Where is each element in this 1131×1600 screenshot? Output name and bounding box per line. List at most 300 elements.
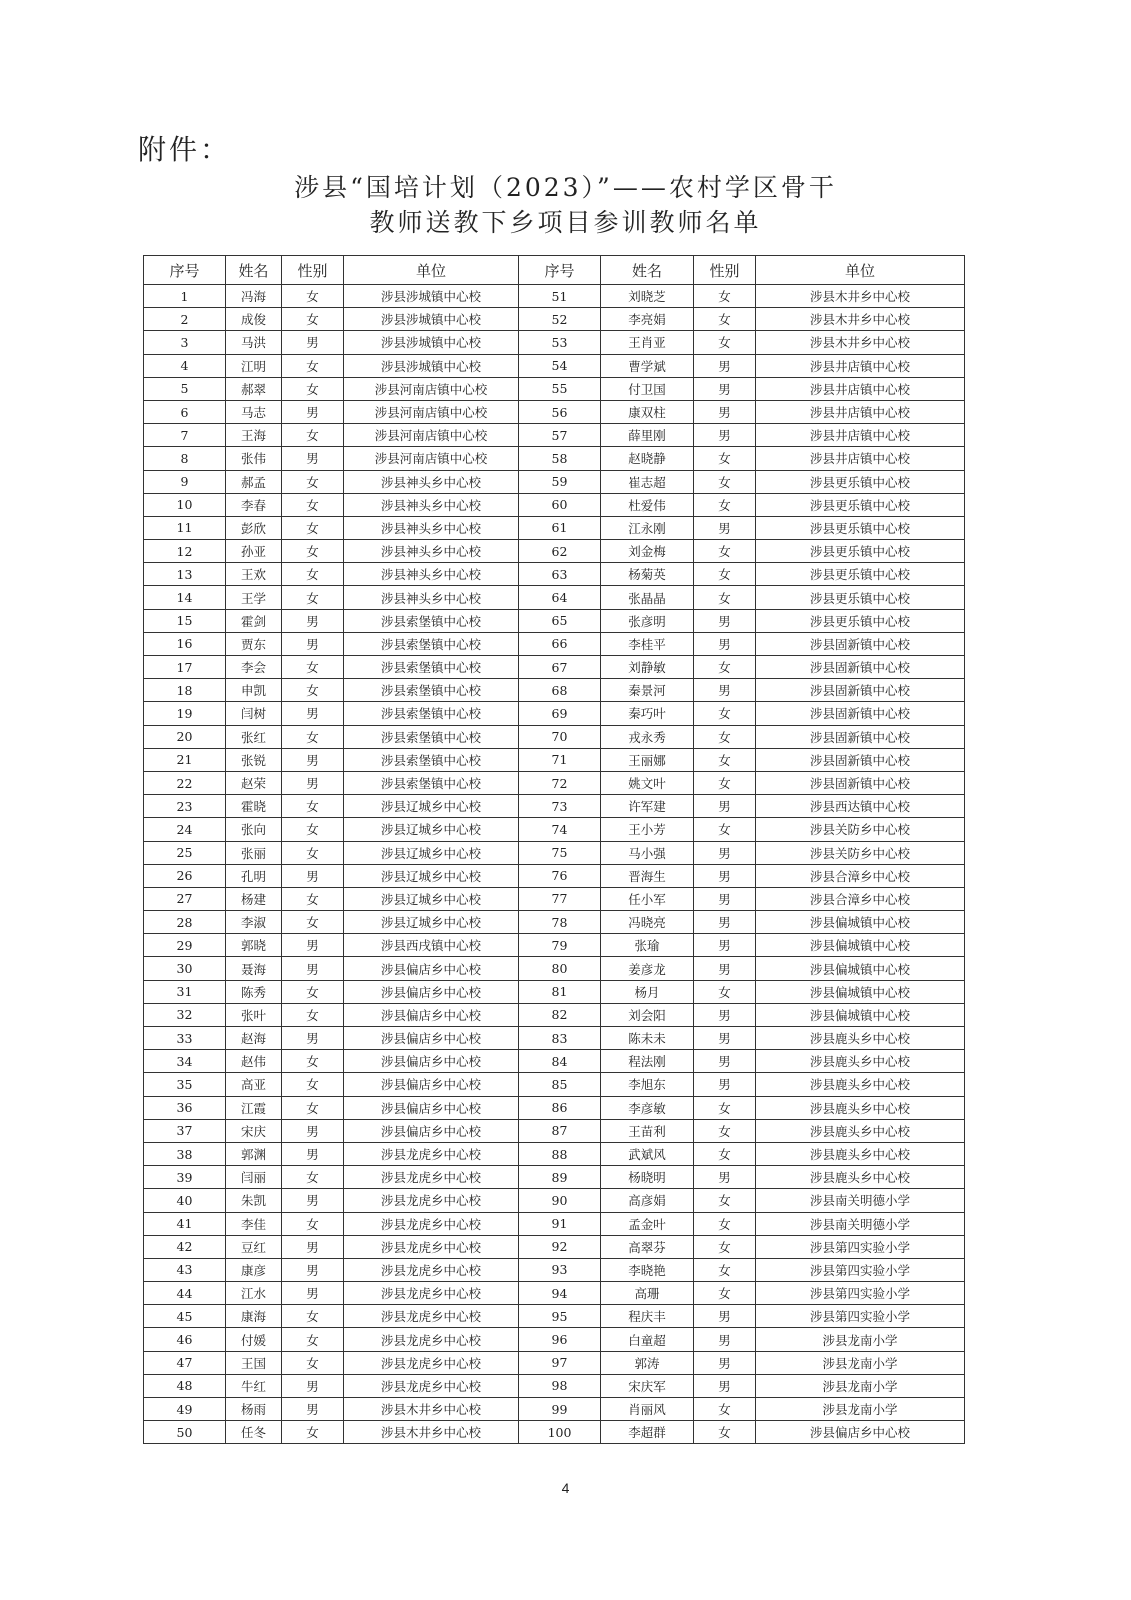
- table-row: [144, 540, 965, 563]
- cell-gender: 女: [282, 818, 344, 841]
- cell-name: 姚文叶: [601, 771, 694, 794]
- cell-gender: 男: [282, 864, 344, 887]
- cell-name: 杨晓明: [601, 1166, 694, 1189]
- cell-name: 高珊: [601, 1282, 694, 1305]
- cell-unit: 涉县龙虎乡中心校: [344, 1258, 519, 1281]
- cell-unit: 涉县鹿头乡中心校: [756, 1142, 965, 1165]
- cell-unit: 涉县井店镇中心校: [756, 400, 965, 423]
- cell-unit: 涉县龙南小学: [756, 1398, 965, 1421]
- cell-name: 李佳: [226, 1212, 282, 1235]
- cell-index: 4: [144, 354, 226, 377]
- table-row: [144, 771, 965, 794]
- cell-unit: 涉县偏店乡中心校: [756, 1421, 965, 1444]
- cell-name: 冯晓亮: [601, 911, 694, 934]
- cell-unit: 涉县龙南小学: [756, 1374, 965, 1397]
- cell-gender: 男: [282, 702, 344, 725]
- cell-name: 宋庆: [226, 1119, 282, 1142]
- header-gender-left: 性别: [282, 256, 344, 285]
- cell-unit: 涉县固新镇中心校: [756, 748, 965, 771]
- table-row: [144, 1073, 965, 1096]
- document-title-line-2: 教师送教下乡项目参训教师名单: [369, 208, 762, 237]
- cell-index: 31: [144, 980, 226, 1003]
- cell-gender: 男: [694, 424, 756, 447]
- cell-name: 孙亚: [226, 540, 282, 563]
- cell-index: 80: [519, 957, 601, 980]
- cell-name: 江霞: [226, 1096, 282, 1119]
- cell-index: 82: [519, 1003, 601, 1026]
- cell-index: 54: [519, 354, 601, 377]
- table-row: [144, 563, 965, 586]
- table-row: [144, 1282, 965, 1305]
- cell-index: 93: [519, 1258, 601, 1281]
- cell-gender: 女: [282, 887, 344, 910]
- cell-gender: 女: [694, 1212, 756, 1235]
- table-row: [144, 911, 965, 934]
- cell-index: 12: [144, 540, 226, 563]
- cell-name: 豆红: [226, 1235, 282, 1258]
- cell-index: 14: [144, 586, 226, 609]
- cell-gender: 女: [694, 818, 756, 841]
- table-row: [144, 400, 965, 423]
- cell-index: 64: [519, 586, 601, 609]
- cell-gender: 女: [694, 771, 756, 794]
- cell-name: 高翠芬: [601, 1235, 694, 1258]
- cell-unit: 涉县井店镇中心校: [756, 447, 965, 470]
- cell-gender: 女: [694, 470, 756, 493]
- cell-name: 王苗利: [601, 1119, 694, 1142]
- cell-name: 孔明: [226, 864, 282, 887]
- cell-index: 34: [144, 1050, 226, 1073]
- cell-name: 高亚: [226, 1073, 282, 1096]
- table-row: [144, 887, 965, 910]
- cell-gender: 男: [694, 795, 756, 818]
- cell-index: 88: [519, 1142, 601, 1165]
- cell-index: 19: [144, 702, 226, 725]
- cell-name: 牛红: [226, 1374, 282, 1397]
- table-row: [144, 1212, 965, 1235]
- table-row: [144, 1374, 965, 1397]
- table-row: [144, 354, 965, 377]
- table-row: [144, 679, 965, 702]
- cell-gender: 女: [282, 308, 344, 331]
- cell-index: 30: [144, 957, 226, 980]
- cell-unit: 涉县偏城镇中心校: [756, 1003, 965, 1026]
- table-row: [144, 725, 965, 748]
- cell-name: 霍晓: [226, 795, 282, 818]
- cell-name: 许军建: [601, 795, 694, 818]
- cell-name: 任小军: [601, 887, 694, 910]
- cell-index: 46: [144, 1328, 226, 1351]
- cell-index: 1: [144, 285, 226, 308]
- cell-unit: 涉县龙虎乡中心校: [344, 1235, 519, 1258]
- cell-index: 2: [144, 308, 226, 331]
- table-row: [144, 516, 965, 539]
- cell-gender: 男: [694, 1027, 756, 1050]
- header-name-left: 姓名: [226, 256, 282, 285]
- cell-gender: 男: [694, 377, 756, 400]
- cell-index: 91: [519, 1212, 601, 1235]
- cell-index: 84: [519, 1050, 601, 1073]
- cell-gender: 女: [694, 447, 756, 470]
- cell-gender: 女: [282, 1328, 344, 1351]
- cell-index: 87: [519, 1119, 601, 1142]
- table-row: [144, 748, 965, 771]
- cell-index: 62: [519, 540, 601, 563]
- cell-name: 薛里刚: [601, 424, 694, 447]
- cell-unit: 涉县西达镇中心校: [756, 795, 965, 818]
- cell-gender: 男: [694, 1328, 756, 1351]
- table-row: [144, 1328, 965, 1351]
- cell-unit: 涉县辽城乡中心校: [344, 864, 519, 887]
- cell-index: 23: [144, 795, 226, 818]
- table-row: [144, 586, 965, 609]
- table-row: [144, 1166, 965, 1189]
- cell-index: 55: [519, 377, 601, 400]
- cell-unit: 涉县关防乡中心校: [756, 841, 965, 864]
- cell-gender: 女: [282, 725, 344, 748]
- cell-name: 冯海: [226, 285, 282, 308]
- cell-name: 杨月: [601, 980, 694, 1003]
- cell-name: 康彦: [226, 1258, 282, 1281]
- cell-unit: 涉县鹿头乡中心校: [756, 1119, 965, 1142]
- cell-gender: 男: [694, 911, 756, 934]
- cell-name: 郭晓: [226, 934, 282, 957]
- cell-unit: 涉县固新镇中心校: [756, 632, 965, 655]
- cell-unit: 涉县索堡镇中心校: [344, 771, 519, 794]
- cell-unit: 涉县辽城乡中心校: [344, 795, 519, 818]
- cell-gender: 男: [282, 957, 344, 980]
- cell-unit: 涉县木井乡中心校: [344, 1398, 519, 1421]
- cell-index: 13: [144, 563, 226, 586]
- cell-gender: 男: [282, 1027, 344, 1050]
- cell-gender: 女: [282, 1351, 344, 1374]
- cell-gender: 女: [282, 540, 344, 563]
- cell-unit: 涉县第四实验小学: [756, 1258, 965, 1281]
- cell-unit: 涉县鹿头乡中心校: [756, 1050, 965, 1073]
- cell-index: 43: [144, 1258, 226, 1281]
- cell-index: 11: [144, 516, 226, 539]
- cell-gender: 男: [694, 1003, 756, 1026]
- cell-gender: 男: [694, 354, 756, 377]
- cell-gender: 男: [694, 609, 756, 632]
- cell-gender: 女: [694, 1282, 756, 1305]
- cell-unit: 涉县索堡镇中心校: [344, 656, 519, 679]
- cell-index: 3: [144, 331, 226, 354]
- cell-gender: 女: [694, 1398, 756, 1421]
- cell-index: 83: [519, 1027, 601, 1050]
- cell-name: 赵晓静: [601, 447, 694, 470]
- cell-name: 王丽娜: [601, 748, 694, 771]
- cell-unit: 涉县辽城乡中心校: [344, 887, 519, 910]
- cell-unit: 涉县关防乡中心校: [756, 818, 965, 841]
- cell-unit: 涉县更乐镇中心校: [756, 516, 965, 539]
- cell-gender: 女: [282, 795, 344, 818]
- cell-gender: 男: [282, 934, 344, 957]
- table-body: [144, 285, 965, 1444]
- cell-index: 68: [519, 679, 601, 702]
- cell-index: 45: [144, 1305, 226, 1328]
- cell-unit: 涉县索堡镇中心校: [344, 679, 519, 702]
- table-row: [144, 702, 965, 725]
- cell-index: 73: [519, 795, 601, 818]
- cell-name: 李桂平: [601, 632, 694, 655]
- cell-gender: 女: [694, 285, 756, 308]
- cell-index: 57: [519, 424, 601, 447]
- table-row: [144, 957, 965, 980]
- cell-unit: 涉县固新镇中心校: [756, 656, 965, 679]
- cell-unit: 涉县偏店乡中心校: [344, 1027, 519, 1050]
- cell-index: 9: [144, 470, 226, 493]
- cell-name: 康双柱: [601, 400, 694, 423]
- cell-gender: 女: [282, 1003, 344, 1026]
- cell-name: 马志: [226, 400, 282, 423]
- cell-gender: 女: [282, 1212, 344, 1235]
- cell-unit: 涉县辽城乡中心校: [344, 818, 519, 841]
- cell-name: 秦巧叶: [601, 702, 694, 725]
- cell-index: 27: [144, 887, 226, 910]
- cell-unit: 涉县偏店乡中心校: [344, 1073, 519, 1096]
- cell-name: 李春: [226, 493, 282, 516]
- cell-unit: 涉县木井乡中心校: [756, 331, 965, 354]
- cell-unit: 涉县神头乡中心校: [344, 540, 519, 563]
- cell-gender: 男: [694, 632, 756, 655]
- table-row: [144, 934, 965, 957]
- cell-index: 98: [519, 1374, 601, 1397]
- cell-gender: 女: [694, 1142, 756, 1165]
- table-row: [144, 1003, 965, 1026]
- cell-unit: 涉县偏店乡中心校: [344, 957, 519, 980]
- cell-name: 郭渊: [226, 1142, 282, 1165]
- cell-unit: 涉县涉城镇中心校: [344, 354, 519, 377]
- cell-name: 张红: [226, 725, 282, 748]
- cell-name: 朱凯: [226, 1189, 282, 1212]
- cell-name: 赵荣: [226, 771, 282, 794]
- cell-index: 29: [144, 934, 226, 957]
- cell-gender: 女: [694, 308, 756, 331]
- cell-name: 李会: [226, 656, 282, 679]
- cell-gender: 女: [282, 1305, 344, 1328]
- cell-index: 50: [144, 1421, 226, 1444]
- cell-index: 86: [519, 1096, 601, 1119]
- cell-name: 李彦敏: [601, 1096, 694, 1119]
- table-row: [144, 795, 965, 818]
- cell-name: 李淑: [226, 911, 282, 934]
- cell-name: 王肖亚: [601, 331, 694, 354]
- cell-unit: 涉县井店镇中心校: [756, 424, 965, 447]
- cell-gender: 女: [282, 377, 344, 400]
- cell-gender: 女: [282, 1096, 344, 1119]
- cell-name: 付卫国: [601, 377, 694, 400]
- cell-gender: 男: [694, 516, 756, 539]
- cell-index: 10: [144, 493, 226, 516]
- table-row: [144, 424, 965, 447]
- cell-name: 江永刚: [601, 516, 694, 539]
- cell-index: 97: [519, 1351, 601, 1374]
- cell-gender: 女: [282, 354, 344, 377]
- cell-gender: 男: [282, 609, 344, 632]
- cell-index: 60: [519, 493, 601, 516]
- cell-name: 张向: [226, 818, 282, 841]
- cell-name: 刘会阳: [601, 1003, 694, 1026]
- cell-unit: 涉县合漳乡中心校: [756, 887, 965, 910]
- table-row: [144, 1027, 965, 1050]
- cell-gender: 男: [282, 632, 344, 655]
- cell-unit: 涉县更乐镇中心校: [756, 586, 965, 609]
- cell-unit: 涉县神头乡中心校: [344, 470, 519, 493]
- table-row: [144, 1142, 965, 1165]
- cell-name: 刘金梅: [601, 540, 694, 563]
- cell-name: 张丽: [226, 841, 282, 864]
- cell-gender: 男: [282, 331, 344, 354]
- cell-index: 85: [519, 1073, 601, 1096]
- cell-index: 67: [519, 656, 601, 679]
- cell-name: 贾东: [226, 632, 282, 655]
- cell-gender: 女: [282, 586, 344, 609]
- cell-gender: 女: [282, 1166, 344, 1189]
- cell-gender: 男: [694, 887, 756, 910]
- cell-name: 闫树: [226, 702, 282, 725]
- cell-name: 刘静敏: [601, 656, 694, 679]
- header-unit-left: 单位: [344, 256, 519, 285]
- header-unit-right: 单位: [756, 256, 965, 285]
- cell-index: 47: [144, 1351, 226, 1374]
- cell-name: 杜爱伟: [601, 493, 694, 516]
- cell-gender: 女: [282, 656, 344, 679]
- cell-unit: 涉县更乐镇中心校: [756, 563, 965, 586]
- cell-index: 21: [144, 748, 226, 771]
- cell-unit: 涉县西戌镇中心校: [344, 934, 519, 957]
- cell-name: 闫丽: [226, 1166, 282, 1189]
- cell-index: 96: [519, 1328, 601, 1351]
- cell-name: 王海: [226, 424, 282, 447]
- cell-unit: 涉县鹿头乡中心校: [756, 1096, 965, 1119]
- cell-index: 32: [144, 1003, 226, 1026]
- cell-gender: 女: [694, 331, 756, 354]
- table-row: [144, 1258, 965, 1281]
- cell-gender: 女: [282, 1421, 344, 1444]
- cell-unit: 涉县偏城镇中心校: [756, 934, 965, 957]
- table-row: [144, 609, 965, 632]
- cell-gender: 女: [282, 1073, 344, 1096]
- cell-gender: 男: [694, 1050, 756, 1073]
- cell-unit: 涉县偏城镇中心校: [756, 980, 965, 1003]
- cell-index: 53: [519, 331, 601, 354]
- cell-gender: 男: [694, 1305, 756, 1328]
- cell-unit: 涉县固新镇中心校: [756, 702, 965, 725]
- cell-unit: 涉县龙南小学: [756, 1351, 965, 1374]
- document-title-line-1: 涉县“国培计划（2023）”——农村学区骨干: [294, 173, 837, 202]
- cell-name: 高彦娟: [601, 1189, 694, 1212]
- cell-index: 44: [144, 1282, 226, 1305]
- cell-gender: 女: [694, 1189, 756, 1212]
- cell-gender: 女: [282, 911, 344, 934]
- table-row: [144, 1235, 965, 1258]
- cell-gender: 女: [282, 285, 344, 308]
- cell-gender: 女: [694, 1096, 756, 1119]
- cell-index: 6: [144, 400, 226, 423]
- cell-name: 江水: [226, 1282, 282, 1305]
- cell-gender: 女: [694, 656, 756, 679]
- cell-gender: 女: [282, 679, 344, 702]
- cell-index: 39: [144, 1166, 226, 1189]
- cell-unit: 涉县涉城镇中心校: [344, 308, 519, 331]
- cell-index: 16: [144, 632, 226, 655]
- cell-unit: 涉县涉城镇中心校: [344, 285, 519, 308]
- cell-index: 24: [144, 818, 226, 841]
- cell-unit: 涉县龙南小学: [756, 1328, 965, 1351]
- cell-unit: 涉县木井乡中心校: [756, 308, 965, 331]
- cell-unit: 涉县河南店镇中心校: [344, 424, 519, 447]
- table-header-row: [144, 256, 965, 285]
- cell-gender: 男: [282, 1398, 344, 1421]
- table-row: [144, 1351, 965, 1374]
- cell-gender: 男: [282, 447, 344, 470]
- cell-name: 武斌风: [601, 1142, 694, 1165]
- cell-gender: 男: [282, 1374, 344, 1397]
- cell-name: 张锐: [226, 748, 282, 771]
- cell-unit: 涉县更乐镇中心校: [756, 609, 965, 632]
- cell-gender: 女: [694, 563, 756, 586]
- cell-name: 刘晓芝: [601, 285, 694, 308]
- cell-index: 26: [144, 864, 226, 887]
- cell-gender: 女: [282, 516, 344, 539]
- table-row: [144, 308, 965, 331]
- cell-index: 42: [144, 1235, 226, 1258]
- cell-index: 56: [519, 400, 601, 423]
- cell-gender: 男: [282, 1142, 344, 1165]
- cell-name: 马小强: [601, 841, 694, 864]
- cell-gender: 女: [694, 748, 756, 771]
- cell-gender: 男: [282, 1282, 344, 1305]
- cell-name: 肖丽风: [601, 1398, 694, 1421]
- cell-index: 37: [144, 1119, 226, 1142]
- table-row: [144, 377, 965, 400]
- cell-unit: 涉县井店镇中心校: [756, 377, 965, 400]
- cell-unit: 涉县辽城乡中心校: [344, 841, 519, 864]
- cell-name: 聂海: [226, 957, 282, 980]
- cell-index: 51: [519, 285, 601, 308]
- cell-name: 晋海生: [601, 864, 694, 887]
- cell-index: 90: [519, 1189, 601, 1212]
- table-row: [144, 493, 965, 516]
- cell-gender: 女: [282, 470, 344, 493]
- cell-unit: 涉县神头乡中心校: [344, 563, 519, 586]
- cell-gender: 男: [282, 1119, 344, 1142]
- cell-index: 100: [519, 1421, 601, 1444]
- header-index-right: 序号: [519, 256, 601, 285]
- cell-unit: 涉县偏店乡中心校: [344, 1003, 519, 1026]
- cell-unit: 涉县固新镇中心校: [756, 771, 965, 794]
- cell-unit: 涉县鹿头乡中心校: [756, 1073, 965, 1096]
- cell-unit: 涉县更乐镇中心校: [756, 540, 965, 563]
- cell-name: 宋庆军: [601, 1374, 694, 1397]
- cell-name: 张彦明: [601, 609, 694, 632]
- cell-unit: 涉县木井乡中心校: [756, 285, 965, 308]
- cell-index: 63: [519, 563, 601, 586]
- cell-name: 彭欣: [226, 516, 282, 539]
- cell-index: 49: [144, 1398, 226, 1421]
- cell-unit: 涉县龙虎乡中心校: [344, 1305, 519, 1328]
- cell-index: 35: [144, 1073, 226, 1096]
- cell-index: 22: [144, 771, 226, 794]
- cell-unit: 涉县合漳乡中心校: [756, 864, 965, 887]
- header-name-right: 姓名: [601, 256, 694, 285]
- cell-unit: 涉县偏店乡中心校: [344, 1119, 519, 1142]
- cell-unit: 涉县索堡镇中心校: [344, 632, 519, 655]
- cell-name: 杨菊英: [601, 563, 694, 586]
- cell-gender: 女: [282, 424, 344, 447]
- cell-gender: 男: [694, 1166, 756, 1189]
